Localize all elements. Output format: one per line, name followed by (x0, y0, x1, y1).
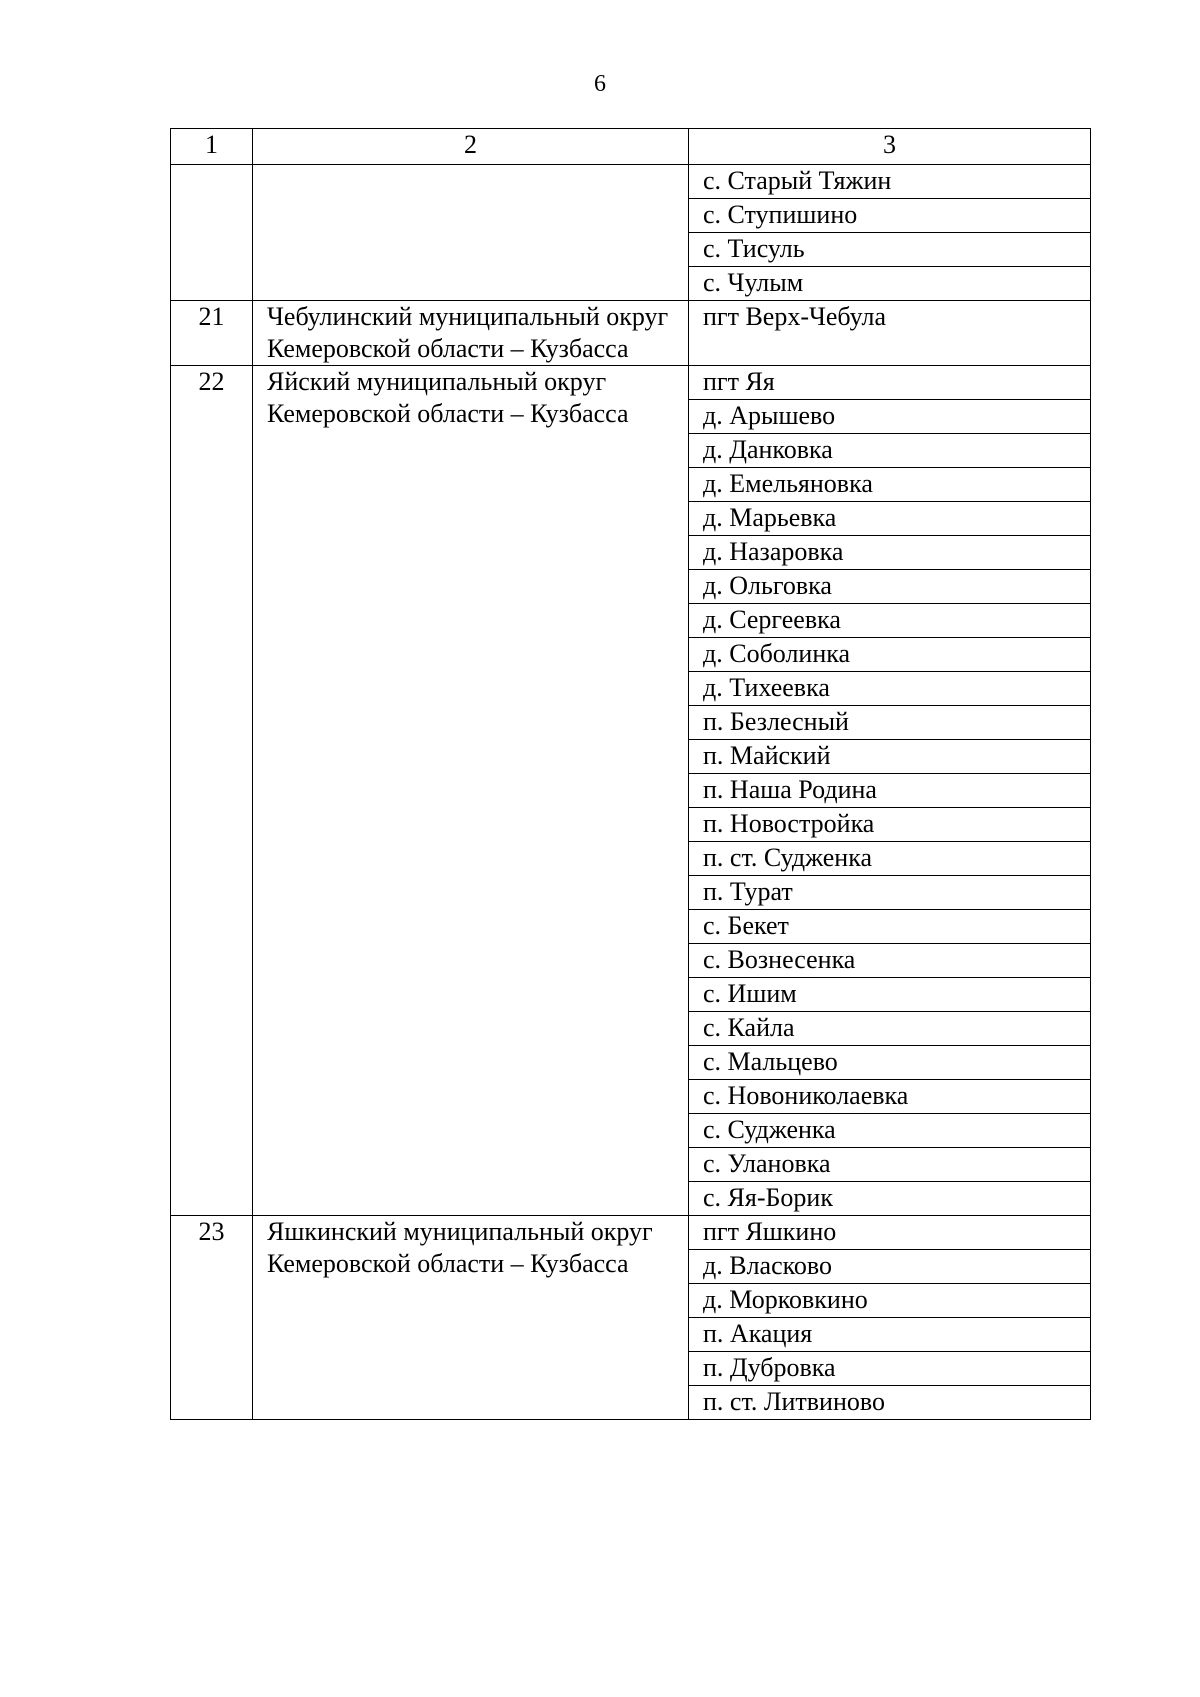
settlement-cell: д. Назаровка (689, 536, 1091, 570)
district-name: Яшкинский муниципальный округ Кемеровской области – Кузбасса (253, 1216, 689, 1420)
settlement-cell: д. Ольговка (689, 570, 1091, 604)
settlement-cell: д. Соболинка (689, 638, 1091, 672)
district-number: 23 (171, 1216, 253, 1420)
header-col-2: 2 (253, 129, 689, 165)
settlement-cell: п. Наша Родина (689, 774, 1091, 808)
settlement-cell: пгт Яя (689, 366, 1091, 400)
district-name (253, 165, 689, 301)
settlement-cell: д. Сергеевка (689, 604, 1091, 638)
settlement-cell: с. Мальцево (689, 1046, 1091, 1080)
settlement-cell: с. Яя-Борик (689, 1182, 1091, 1216)
settlement-cell: с. Улановка (689, 1148, 1091, 1182)
settlement-cell: п. Акация (689, 1318, 1091, 1352)
district-name: Чебулинский муниципальный округ Кемеровской области – Кузбасса (253, 301, 689, 366)
municipal-districts-table (170, 128, 1091, 1420)
settlement-cell: п. ст. Литвиново (689, 1386, 1091, 1420)
settlement-cell: с. Новониколаевка (689, 1080, 1091, 1114)
settlement-cell: с. Кайла (689, 1012, 1091, 1046)
settlement-cell: п. Новостройка (689, 808, 1091, 842)
table-row (171, 301, 1091, 366)
settlement-cell: с. Бекет (689, 910, 1091, 944)
settlement-cell: д. Морковкино (689, 1284, 1091, 1318)
district-number: 21 (171, 301, 253, 366)
table-row (171, 1216, 1091, 1250)
settlement-cell: с. Старый Тяжин (689, 165, 1091, 199)
settlement-cell: пгт Яшкино (689, 1216, 1091, 1250)
settlement-cell: д. Тихеевка (689, 672, 1091, 706)
header-col-3: 3 (689, 129, 1091, 165)
page-number: 6 (594, 71, 606, 97)
settlement-cell: п. Турат (689, 876, 1091, 910)
settlement-cell: д. Власково (689, 1250, 1091, 1284)
settlement-cell: с. Чулым (689, 267, 1091, 301)
district-number (171, 165, 253, 301)
header-col-1: 1 (171, 129, 253, 165)
settlement-cell: п. Майский (689, 740, 1091, 774)
settlement-cell: с. Вознесенка (689, 944, 1091, 978)
table-header-row (171, 129, 1091, 165)
settlement-cell: п. ст. Судженка (689, 842, 1091, 876)
settlement-cell: д. Марьевка (689, 502, 1091, 536)
table-row (171, 165, 1091, 199)
district-name: Яйский муниципальный округ Кемеровской области – Кузбасса (253, 366, 689, 1216)
settlement-cell: д. Арышево (689, 400, 1091, 434)
settlement-cell: с. Ступишино (689, 199, 1091, 233)
settlement-cell: с. Судженка (689, 1114, 1091, 1148)
settlement-cell: с. Тисуль (689, 233, 1091, 267)
settlement-cell: пгт Верх-Чебула (689, 301, 1091, 366)
settlement-cell: д. Емельяновка (689, 468, 1091, 502)
table-row (171, 366, 1091, 400)
settlement-cell: п. Безлесный (689, 706, 1091, 740)
settlement-cell: с. Ишим (689, 978, 1091, 1012)
settlement-cell: п. Дубровка (689, 1352, 1091, 1386)
district-number: 22 (171, 366, 253, 1216)
settlement-cell: д. Данковка (689, 434, 1091, 468)
